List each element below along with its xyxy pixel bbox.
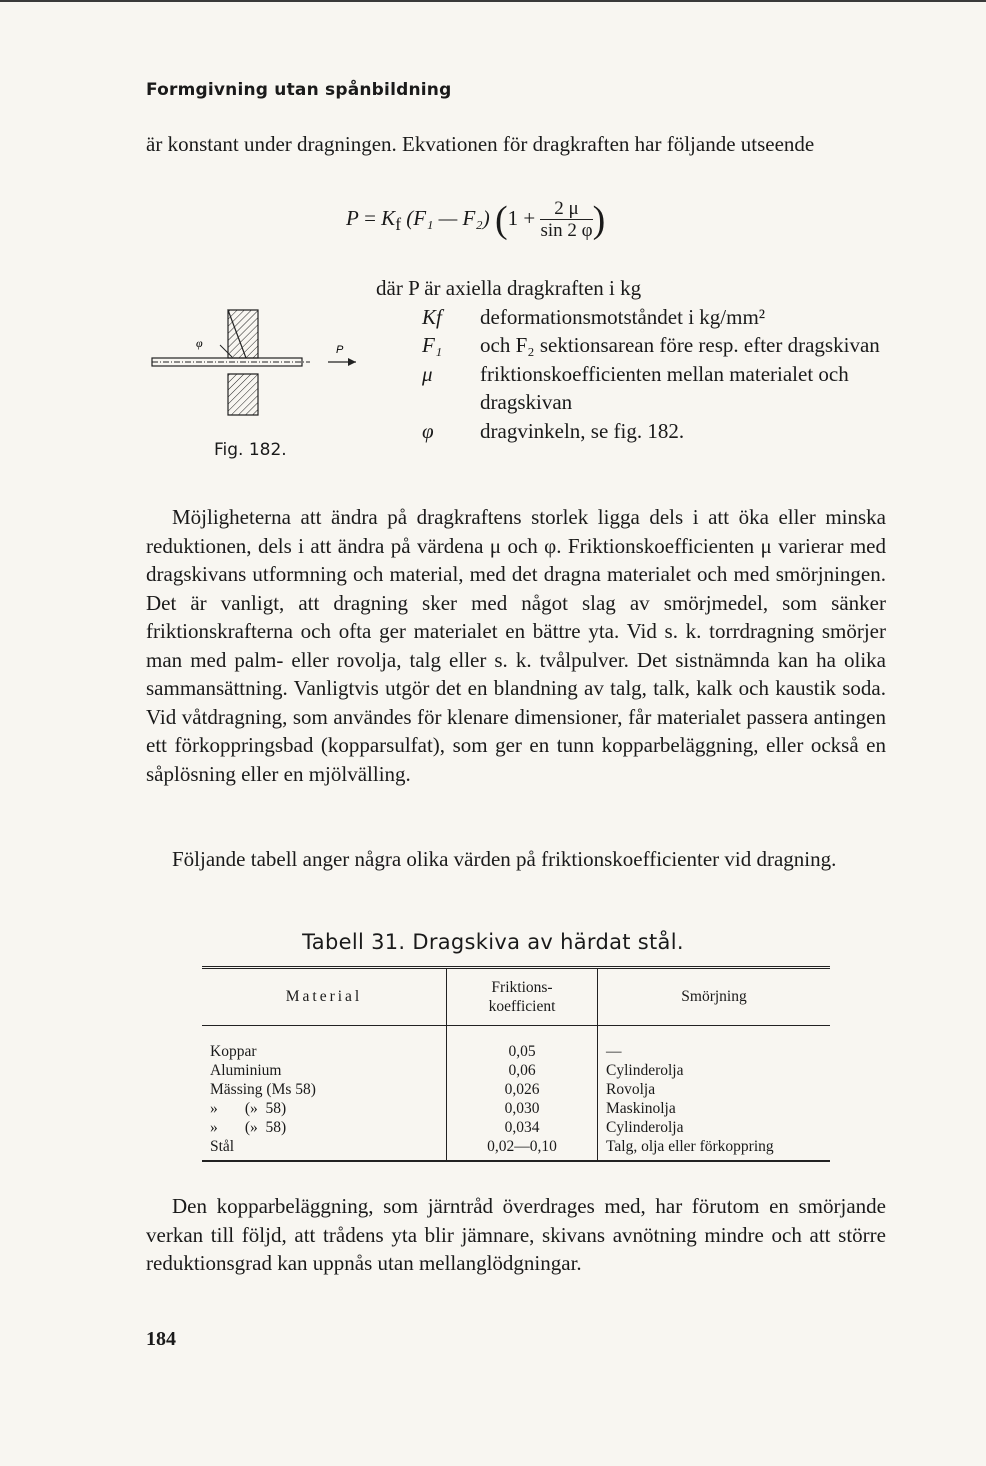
cell-lubrication: Cylinderolja: [598, 1118, 831, 1137]
definition-text: dragvinkeln, se fig. 182.: [480, 418, 685, 443]
table-header-row: [202, 968, 830, 1026]
cell-lubrication: Maskinolja: [598, 1099, 831, 1118]
cell-lubrication: Rovolja: [598, 1080, 831, 1099]
cell-material: » (» 58): [210, 1100, 287, 1117]
table-row: [202, 1080, 830, 1099]
definition-text: där P är axiella dragkraften i kg: [376, 276, 642, 300]
cell-material: Aluminium: [210, 1062, 282, 1079]
definition-row: [376, 303, 888, 332]
figure-caption: Fig. 182.: [214, 440, 287, 460]
formula-one-plus: 1 +: [507, 205, 536, 230]
p-label: P: [336, 344, 344, 356]
arrow-head: [348, 358, 356, 366]
header-material: Material: [202, 968, 447, 1026]
cell-coefficient: 0,034: [447, 1118, 598, 1137]
table-row: [202, 1026, 830, 1062]
definition-row: [376, 417, 888, 446]
cell-material: Mässing (Ms 58): [210, 1081, 316, 1098]
definition-text: friktionskoefficienten mellan materialet och dragskivan: [480, 361, 849, 414]
formula-fraction: [540, 199, 592, 242]
drag-force-formula: $P = K_f$ (F₁ — F₂) (1 + $\frac{2 \mu}{\sin 2 \varphi}$ ): [346, 197, 606, 241]
die-upper-half: [228, 310, 258, 358]
definition-symbol: F₁: [422, 333, 443, 357]
table-row: [202, 1061, 830, 1080]
definition-text: deformationsmotståndet i kg/mm²: [480, 304, 766, 329]
cell-material: Stål: [202, 1137, 447, 1161]
formula-numerator: 2 μ: [540, 199, 592, 220]
definition-symbol: φ: [422, 418, 434, 443]
body-paragraph: Möjligheterna att ändra på dragkraftens storlek ligga dels i att öka eller minska reduktionen, dels i att ändra på värdena μ och φ. Friktionskoefficienten μ varierar med dragskivans utformning och material, med det dragna materialet och med smörjningen. Det är vanligt, att dragning sker med något slag av smörjmedel, som sänker friktionskrafterna och ofta ger materialet en bättre yta. Vid s. k. torrdragning smörjer man med palm- eller rovolja, talg eller s. k. tvålpulver. Det sistnämnda kan ha olika sammansättning. Vanligtvis utgör det en blandning av talg, talk, kalk och kaustik soda. Vid våtdragning, som användes för klenare dimensioner, får materialet passera antingen ett förkoppringsbad (kopparsulfat), som ger en tunn kopparbeläggning, eller också en såplösning eller en mjölvälling.: [146, 505, 886, 786]
formula-kf-sub: f: [395, 214, 402, 234]
cell-coefficient: 0,05: [447, 1026, 598, 1062]
cell-material: » (» 58): [210, 1119, 287, 1136]
header-lubrication: Smörjning: [598, 968, 831, 1026]
cell-coefficient: 0,030: [447, 1099, 598, 1118]
definition-text: och F₂ sektionsarean före resp. efter dragskivan: [480, 333, 880, 357]
formula-kf: K: [381, 205, 396, 230]
cell-lubrication: Talg, olja eller förkoppring: [598, 1137, 831, 1161]
header-coefficient: Friktions- koefficient: [447, 968, 598, 1026]
page-number: 184: [146, 1328, 176, 1350]
formula-eq: =: [364, 205, 376, 230]
body-paragraph: Följande tabell anger några olika värden på friktionskoefficienter vid dragning.: [172, 847, 837, 871]
cell-coefficient: 0,02—0,10: [447, 1137, 598, 1161]
cell-lubrication: —: [598, 1026, 831, 1062]
definition-symbol: μ: [422, 361, 433, 386]
table-row: [202, 1137, 830, 1161]
definition-list: [376, 274, 888, 445]
cell-lubrication: Cylinderolja: [598, 1061, 831, 1080]
definition-row: [376, 331, 888, 360]
friction-table: [202, 966, 830, 1162]
cell-coefficient: 0,026: [447, 1080, 598, 1099]
definition-symbol: Kf: [422, 304, 442, 329]
top-rule: [0, 0, 986, 2]
formula-denominator: sin 2 φ: [540, 219, 593, 241]
cell-coefficient: 0,06: [447, 1061, 598, 1080]
formula-diff: (F₁ — F₂): [406, 205, 490, 230]
running-header: Formgivning utan spånbildning: [146, 80, 452, 100]
die-lower-half: [228, 374, 258, 415]
cell-material: Koppar: [210, 1043, 257, 1060]
table-row: [202, 1099, 830, 1118]
table-caption: Tabell 31. Dragskiva av härdat stål.: [302, 930, 684, 954]
phi-label: φ: [196, 336, 203, 350]
table-row: [202, 1118, 830, 1137]
closing-paragraph: Den kopparbeläggning, som järntråd överdrages med, har förutom en smörjande verkan till följd, att trådens yta blir jämnare, skivans avnötning mindre och att större reduktionsgrad kan uppnås utan mellanglödgningar.: [146, 1194, 886, 1275]
formula-lhs: P: [346, 205, 359, 230]
intro-paragraph: är konstant under dragningen. Ekvationen för dragkraften har följande utseende: [146, 132, 815, 156]
definition-row: [376, 360, 888, 417]
definition-row: [376, 274, 888, 303]
